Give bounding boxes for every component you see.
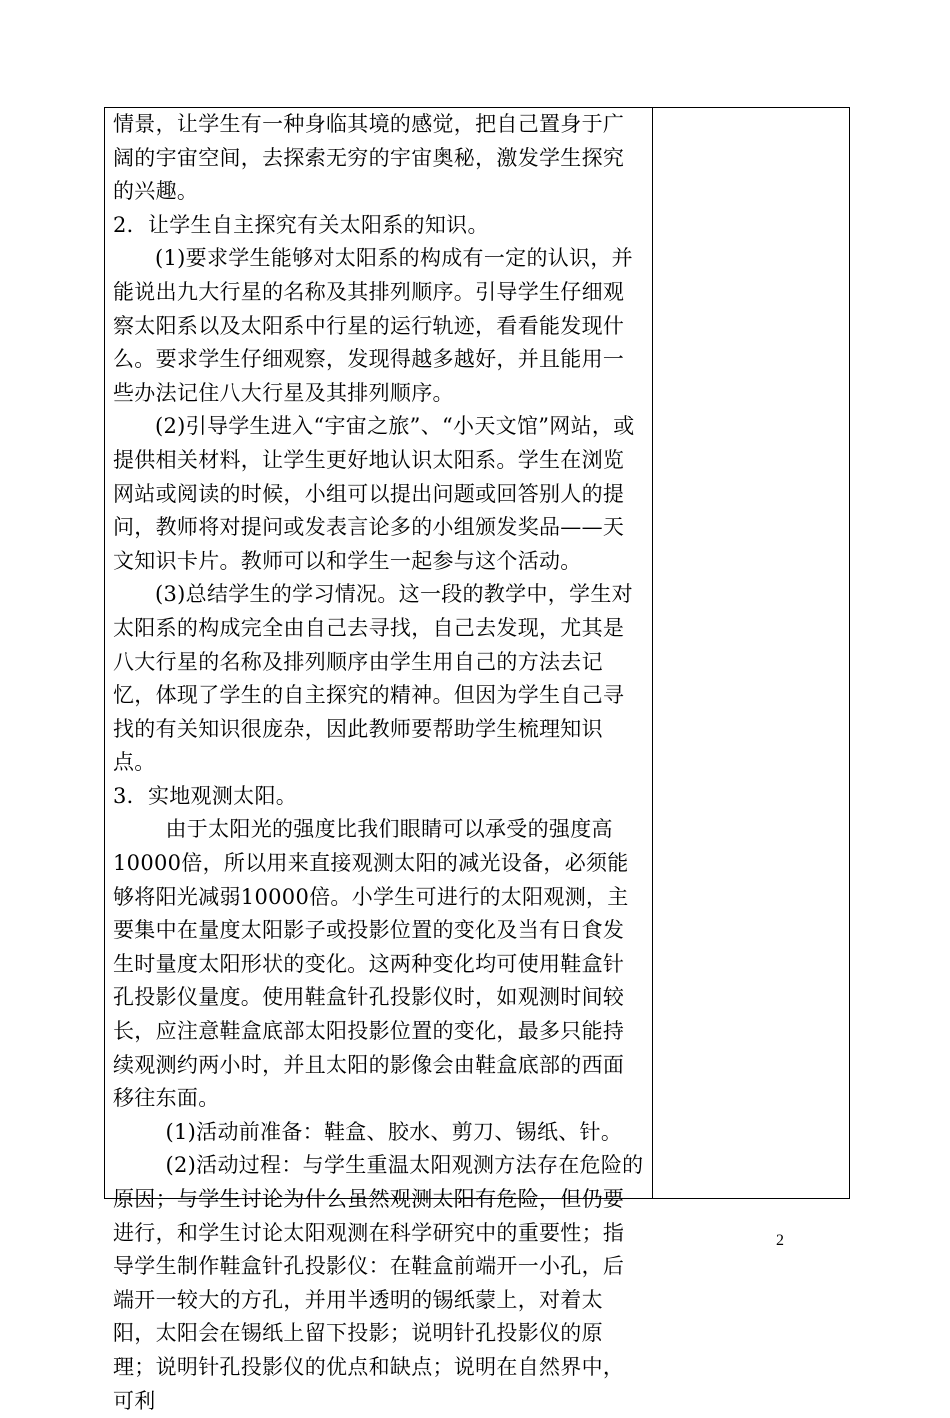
section-3-item-1: (1)活动前准备：鞋盒、胶水、剪刀、锡纸、针。 (165, 1119, 623, 1144)
section-3-intro: 由于太阳光的强度比我们眼睛可以承受的强度高10000倍，所以用来直接观测太阳的减光设备，必须能够将阳光减弱10000倍。小学生可进行的太阳观测，主要集中在量度太阳影子或投影位置的变化及当有日食发生时量度太阳形状的变化。这两种变化均可使用鞋盒针孔投影仪量度。使用鞋盒针孔投影仪时，如观测时间较长，应注意鞋盒底部太阳投影位置的变化，最多只能持续观测约两小时，并且太阳的影像会由鞋盒底部的西面移往东面。 (113, 817, 629, 1111)
section-2-item-3: (3)总结学生的学习情况。这一段的教学中，学生对太阳系的构成完全由自己去寻找，自己去发现，尤其是八大行星的名称及排列顺序由学生用自己的方法去记忆，体现了学生的自主探究的精神。但因为学生自己寻找的有关知识很庞杂，因此教师要帮助学生梳理知识点。 (113, 582, 633, 775)
section-2-heading: 2．让学生自主探究有关太阳系的知识。 (113, 212, 489, 237)
section-2-item-1: (1)要求学生能够对太阳系的构成有一定的认识，并能说出九大行星的名称及其排列顺序。引导学生仔细观察太阳系以及太阳系中行星的运行轨迹，看看能发现什么。要求学生仔细观察，发现得越多越好，并且能用一些办法记住八大行星及其排列顺序。 (113, 246, 633, 405)
section-3-heading: 3．实地观测太阳。 (113, 783, 298, 808)
content-column (105, 108, 653, 1413)
section-2-item-2: (2)引导学生进入“宇宙之旅”、“小天文馆”网站，或提供相关材料，让学生更好地认识太阳系。学生在浏览网站或阅读的时候，小组可以提出问题或回答别人的提问，教师将对提问或发表言论多的小组颁发奖品——天文知识卡片。教师可以和学生一起参与这个活动。 (113, 414, 635, 573)
section-3-item-2: (2)活动过程：与学生重温太阳观测方法存在危险的原因；与学生讨论为什么虽然观测太阳有危险，但仍要进行，和学生讨论太阳观测在科学研究中的重要性；指导学生制作鞋盒针孔投影仪：在鞋盒前端开一小孔，后端开一较大的方孔，并用半透明的锡纸蒙上，对着太阳，太阳会在锡纸上留下投影；说明针孔投影仪的原理；说明针孔投影仪的优点和缺点；说明在自然界中，可利 (113, 1153, 644, 1413)
intro-paragraph: 情景，让学生有一种身临其境的感觉，把自己置身于广阔的宇宙空间，去探索无穷的宇宙奥秘，激发学生探究的兴趣。 (113, 112, 625, 204)
content-text (105, 108, 652, 1418)
lesson-plan-table (104, 107, 850, 1413)
page-number: 2 (776, 1232, 784, 1249)
notes-column (653, 108, 849, 1198)
